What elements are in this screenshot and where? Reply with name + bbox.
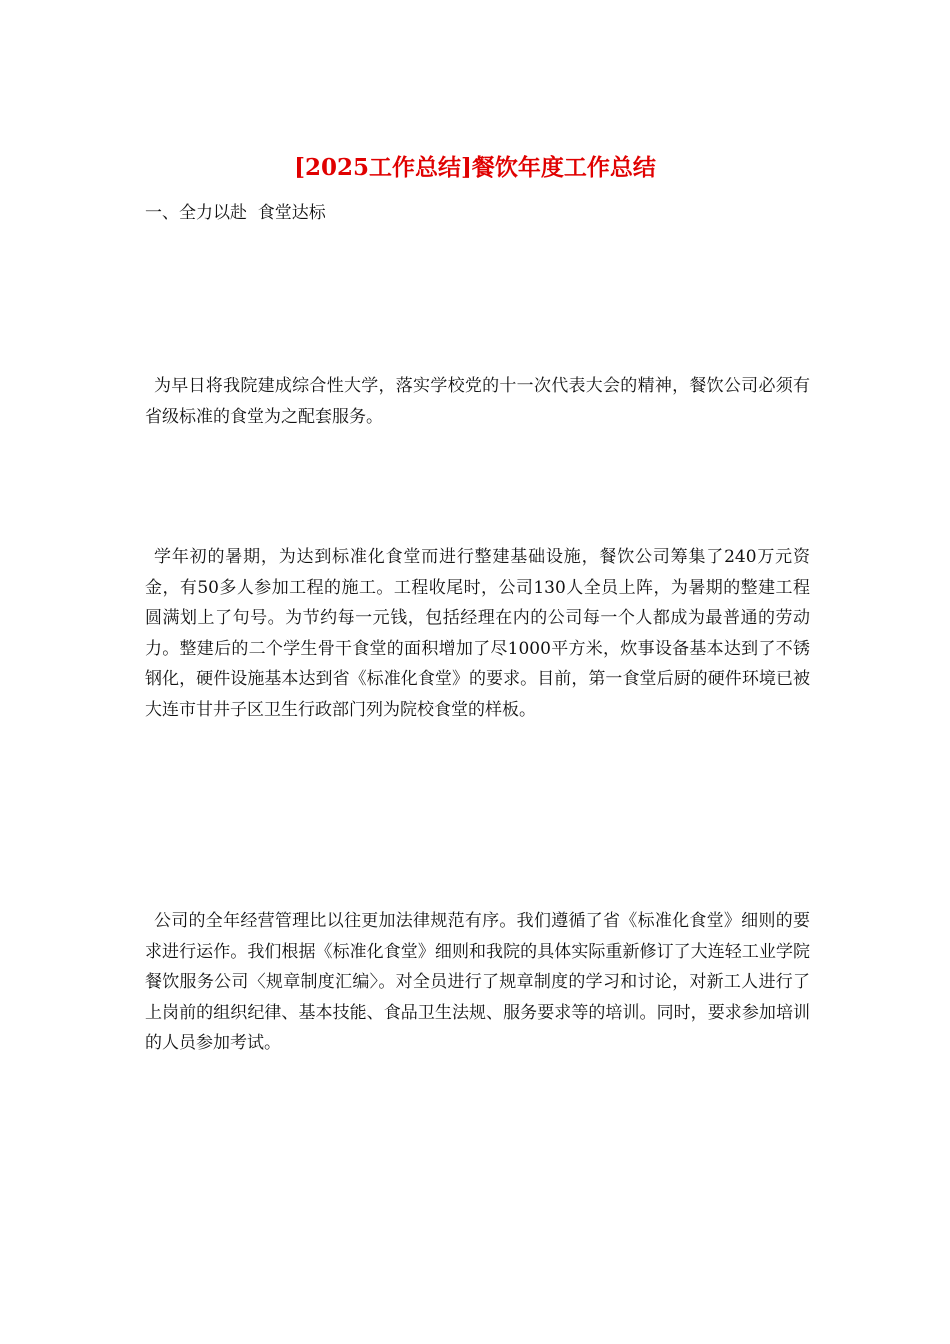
paragraph-3: 公司的全年经营管理比以往更加法律规范有序。我们遵循了省《标准化食堂》细则的要求进行运作。我们根据《标准化食堂》细则和我院的具体实际重新修订了大连轻工业学院餐饮服务公司〈规章制度汇编〉。对全员进行了规章制度的学习和讨论，对新工人进行了上岗前的组织纪律、基本技能、食品卫生法规、服务要求等的培训。同时，要求参加培训的人员参加考试。 [145, 911, 810, 1053]
paragraph-1: 为早日将我院建成综合性大学，落实学校党的十一次代表大会的精神，餐饮公司必须有省级标准的食堂为之配套服务。 [145, 376, 810, 427]
paragraph-2: 学年初的暑期，为达到标准化食堂而进行整建基础设施，餐饮公司筹集了240万元资金，有50多人参加工程的施工。工程收尾时，公司130人全员上阵，为暑期的整建工程圆满划上了句号。为节约每一元钱，包括经理在内的公司每一个人都成为最普通的劳动力。整建后的二个学生骨干食堂的面积增加了尽1000平方米，炊事设备基本达到了不锈钢化，硬件设施基本达到省《标准化食堂》的要求。目前，第一食堂后厨的硬件环境已被大连市甘井子区卫生行政部门列为院校食堂的样板。 [145, 547, 810, 720]
page-title: [2025工作总结]餐饮年度工作总结 [294, 154, 656, 181]
section-heading: 一、全力以赴 食堂达标 [145, 203, 326, 223]
